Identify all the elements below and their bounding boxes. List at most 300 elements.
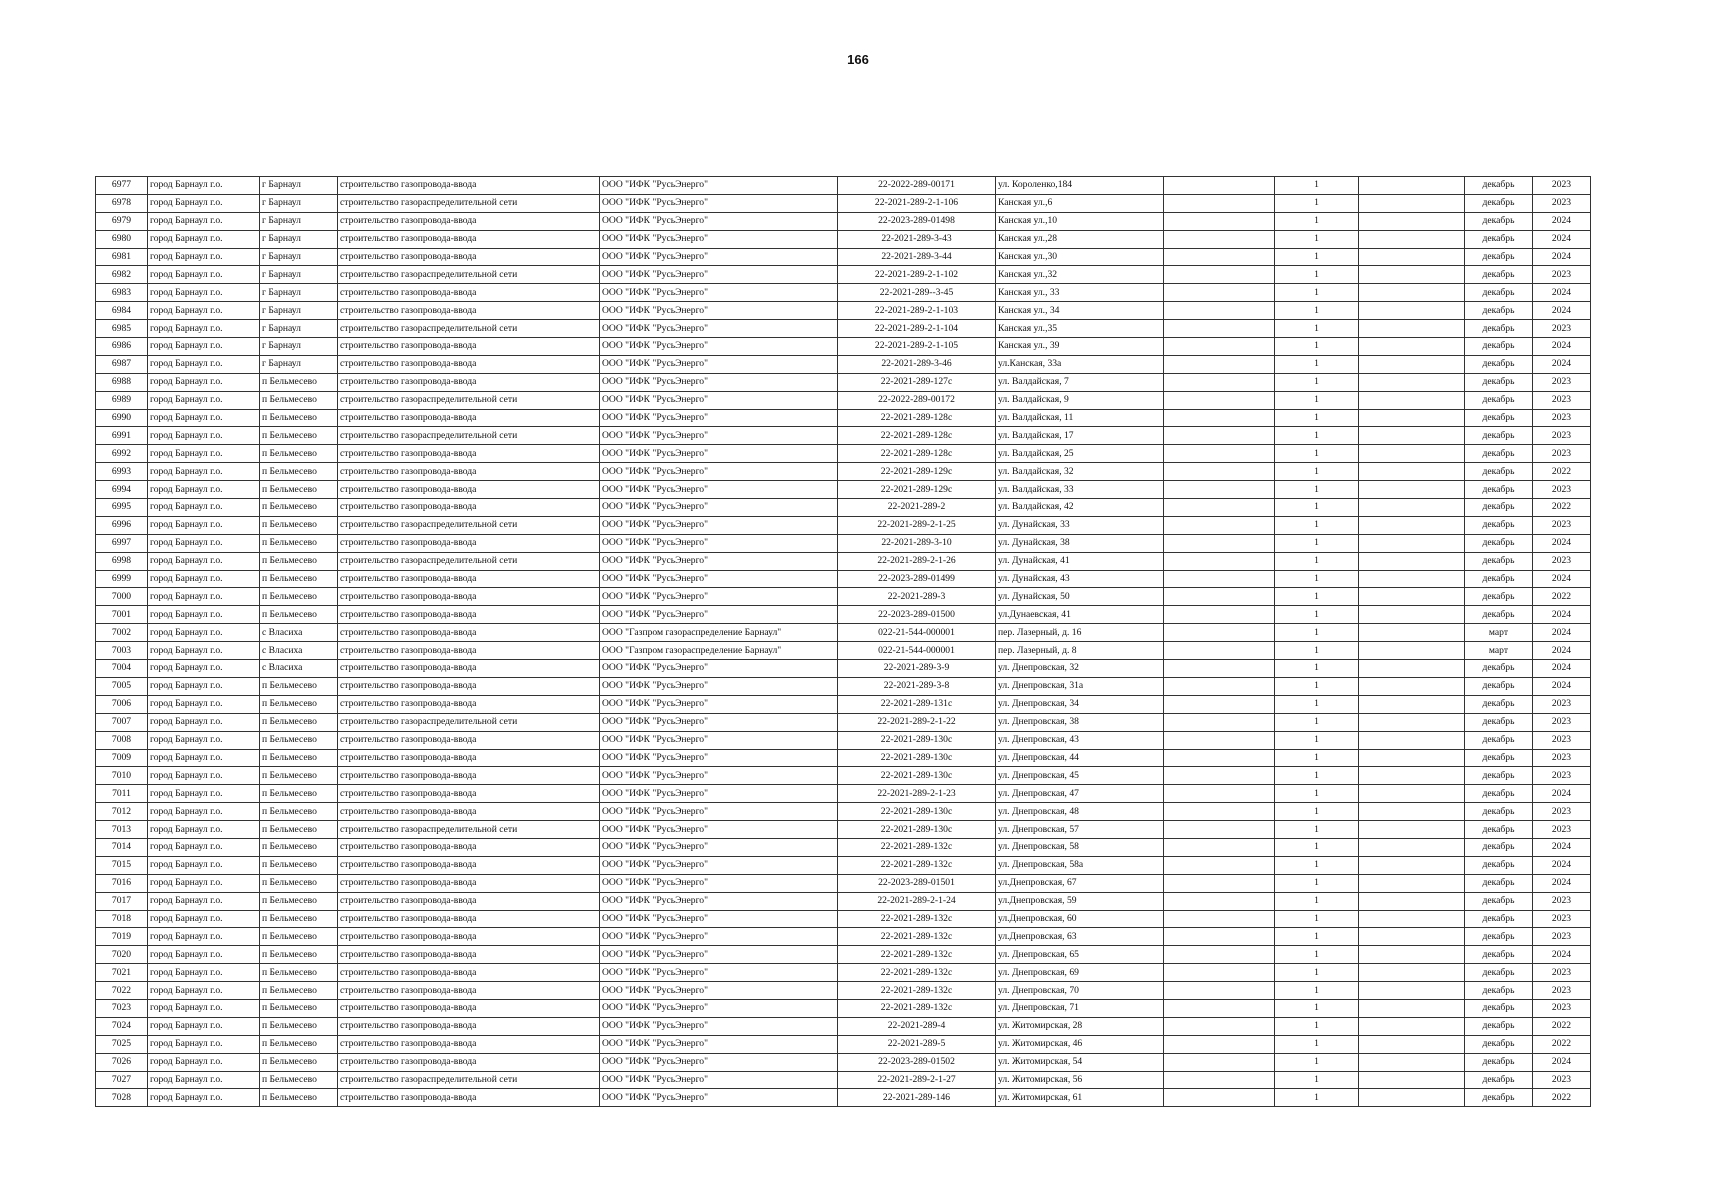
organization: ООО "ИФК "РусьЭнерго" xyxy=(600,785,838,803)
organization: ООО "ИФК "РусьЭнерго" xyxy=(600,284,838,302)
work-type: строительство газопровода-ввода xyxy=(338,910,600,928)
quantity: 1 xyxy=(1275,338,1359,356)
quantity: 1 xyxy=(1275,481,1359,499)
empty-cell xyxy=(1164,856,1275,874)
application-id: 22-2021-289-3-9 xyxy=(838,660,996,678)
empty-cell xyxy=(1164,1089,1275,1107)
month: декабрь xyxy=(1465,1071,1533,1089)
organization: ООО "ИФК "РусьЭнерго" xyxy=(600,713,838,731)
organization: ООО "ИФК "РусьЭнерго" xyxy=(600,320,838,338)
empty-cell xyxy=(1359,194,1465,212)
organization: ООО "Газпром газораспределение Барнаул" xyxy=(600,642,838,660)
quantity: 1 xyxy=(1275,445,1359,463)
municipality: город Барнаул г.о. xyxy=(148,338,260,356)
municipality: город Барнаул г.о. xyxy=(148,409,260,427)
address: ул. Дунайская, 43 xyxy=(996,570,1164,588)
application-id: 22-2021-289-129с xyxy=(838,463,996,481)
quantity: 1 xyxy=(1275,427,1359,445)
organization: ООО "ИФК "РусьЭнерго" xyxy=(600,1053,838,1071)
work-type: строительство газораспределительной сети xyxy=(338,552,600,570)
year: 2023 xyxy=(1533,767,1591,785)
empty-cell xyxy=(1359,534,1465,552)
municipality: город Барнаул г.о. xyxy=(148,320,260,338)
work-type: строительство газопровода-ввода xyxy=(338,534,600,552)
municipality: город Барнаул г.о. xyxy=(148,767,260,785)
settlement: г Барнаул xyxy=(260,284,338,302)
empty-cell xyxy=(1359,892,1465,910)
address: Канская ул.,32 xyxy=(996,266,1164,284)
work-type: строительство газораспределительной сети xyxy=(338,1071,600,1089)
address: ул. Валдайская, 32 xyxy=(996,463,1164,481)
row-number: 7019 xyxy=(96,928,148,946)
year: 2023 xyxy=(1533,731,1591,749)
row-number: 6988 xyxy=(96,373,148,391)
empty-cell xyxy=(1164,660,1275,678)
month: декабрь xyxy=(1465,1017,1533,1035)
application-id: 22-2022-289-00171 xyxy=(838,177,996,195)
row-number: 7018 xyxy=(96,910,148,928)
address: пер. Лазерный, д. 16 xyxy=(996,624,1164,642)
municipality: город Барнаул г.о. xyxy=(148,516,260,534)
address: Канская ул.,35 xyxy=(996,320,1164,338)
settlement: п Бельмесево xyxy=(260,874,338,892)
organization: ООО "ИФК "РусьЭнерго" xyxy=(600,767,838,785)
municipality: город Барнаул г.о. xyxy=(148,910,260,928)
application-id: 22-2023-289-01502 xyxy=(838,1053,996,1071)
application-id: 22-2021-289-2-1-22 xyxy=(838,713,996,731)
table-row xyxy=(96,320,1591,338)
row-number: 7012 xyxy=(96,803,148,821)
application-id: 22-2023-289-01499 xyxy=(838,570,996,588)
empty-cell xyxy=(1359,320,1465,338)
table-row xyxy=(96,642,1591,660)
work-type: строительство газопровода-ввода xyxy=(338,338,600,356)
address: ул.Днепровская, 60 xyxy=(996,910,1164,928)
municipality: город Барнаул г.о. xyxy=(148,785,260,803)
quantity: 1 xyxy=(1275,1071,1359,1089)
municipality: город Барнаул г.о. xyxy=(148,1071,260,1089)
address: Канская ул., 33 xyxy=(996,284,1164,302)
empty-cell xyxy=(1359,749,1465,767)
application-id: 22-2021-289--3-45 xyxy=(838,284,996,302)
empty-cell xyxy=(1164,463,1275,481)
table-row xyxy=(96,660,1591,678)
work-type: строительство газораспределительной сети xyxy=(338,516,600,534)
application-id: 22-2021-289-132с xyxy=(838,838,996,856)
empty-cell xyxy=(1359,677,1465,695)
municipality: город Барнаул г.о. xyxy=(148,355,260,373)
month: декабрь xyxy=(1465,928,1533,946)
year: 2023 xyxy=(1533,320,1591,338)
row-number: 6992 xyxy=(96,445,148,463)
empty-cell xyxy=(1359,499,1465,517)
application-id: 22-2021-289-130с xyxy=(838,731,996,749)
row-number: 6980 xyxy=(96,230,148,248)
empty-cell xyxy=(1359,481,1465,499)
municipality: город Барнаул г.о. xyxy=(148,606,260,624)
empty-cell xyxy=(1164,677,1275,695)
address: ул. Днепровская, 45 xyxy=(996,767,1164,785)
application-id: 22-2021-289-2-1-105 xyxy=(838,338,996,356)
organization: ООО "ИФК "РусьЭнерго" xyxy=(600,516,838,534)
empty-cell xyxy=(1164,606,1275,624)
empty-cell xyxy=(1359,767,1465,785)
work-type: строительство газопровода-ввода xyxy=(338,677,600,695)
organization: ООО "ИФК "РусьЭнерго" xyxy=(600,946,838,964)
row-number: 7016 xyxy=(96,874,148,892)
settlement: п Бельмесево xyxy=(260,499,338,517)
municipality: город Барнаул г.о. xyxy=(148,946,260,964)
empty-cell xyxy=(1164,928,1275,946)
quantity: 1 xyxy=(1275,391,1359,409)
table-row xyxy=(96,946,1591,964)
municipality: город Барнаул г.о. xyxy=(148,695,260,713)
empty-cell xyxy=(1359,516,1465,534)
table-row xyxy=(96,892,1591,910)
work-type: строительство газопровода-ввода xyxy=(338,892,600,910)
empty-cell xyxy=(1359,177,1465,195)
year: 2024 xyxy=(1533,624,1591,642)
month: декабрь xyxy=(1465,874,1533,892)
work-type: строительство газопровода-ввода xyxy=(338,624,600,642)
municipality: город Барнаул г.о. xyxy=(148,749,260,767)
year: 2024 xyxy=(1533,642,1591,660)
empty-cell xyxy=(1359,248,1465,266)
table-row xyxy=(96,570,1591,588)
empty-cell xyxy=(1359,445,1465,463)
organization: ООО "ИФК "РусьЭнерго" xyxy=(600,248,838,266)
row-number: 7009 xyxy=(96,749,148,767)
empty-cell xyxy=(1164,427,1275,445)
empty-cell xyxy=(1164,1035,1275,1053)
year: 2024 xyxy=(1533,946,1591,964)
application-id: 22-2021-289-2-1-106 xyxy=(838,194,996,212)
address: ул. Валдайская, 17 xyxy=(996,427,1164,445)
month: декабрь xyxy=(1465,767,1533,785)
municipality: город Барнаул г.о. xyxy=(148,266,260,284)
empty-cell xyxy=(1164,534,1275,552)
settlement: п Бельмесево xyxy=(260,892,338,910)
row-number: 6999 xyxy=(96,570,148,588)
municipality: город Барнаул г.о. xyxy=(148,982,260,1000)
application-id: 22-2021-289-2-1-23 xyxy=(838,785,996,803)
empty-cell xyxy=(1359,266,1465,284)
month: декабрь xyxy=(1465,1035,1533,1053)
row-number: 6981 xyxy=(96,248,148,266)
address: Канская ул., 39 xyxy=(996,338,1164,356)
quantity: 1 xyxy=(1275,588,1359,606)
work-type: строительство газопровода-ввода xyxy=(338,928,600,946)
row-number: 7005 xyxy=(96,677,148,695)
application-id: 22-2021-289-2-1-27 xyxy=(838,1071,996,1089)
year: 2024 xyxy=(1533,660,1591,678)
empty-cell xyxy=(1164,445,1275,463)
year: 2023 xyxy=(1533,266,1591,284)
row-number: 6997 xyxy=(96,534,148,552)
empty-cell xyxy=(1359,785,1465,803)
month: декабрь xyxy=(1465,946,1533,964)
month: декабрь xyxy=(1465,338,1533,356)
empty-cell xyxy=(1164,320,1275,338)
application-id: 22-2021-289-2-1-25 xyxy=(838,516,996,534)
quantity: 1 xyxy=(1275,767,1359,785)
empty-cell xyxy=(1164,982,1275,1000)
organization: ООО "ИФК "РусьЭнерго" xyxy=(600,964,838,982)
address: ул.Днепровская, 67 xyxy=(996,874,1164,892)
address: ул.Днепровская, 59 xyxy=(996,892,1164,910)
table-row xyxy=(96,767,1591,785)
month: декабрь xyxy=(1465,606,1533,624)
municipality: город Барнаул г.о. xyxy=(148,212,260,230)
settlement: п Бельмесево xyxy=(260,534,338,552)
work-type: строительство газораспределительной сети xyxy=(338,427,600,445)
month: декабрь xyxy=(1465,481,1533,499)
empty-cell xyxy=(1164,338,1275,356)
work-type: строительство газопровода-ввода xyxy=(338,982,600,1000)
application-id: 22-2021-289-130с xyxy=(838,749,996,767)
row-number: 7024 xyxy=(96,1017,148,1035)
settlement: п Бельмесево xyxy=(260,409,338,427)
organization: ООО "ИФК "РусьЭнерго" xyxy=(600,1035,838,1053)
work-type: строительство газопровода-ввода xyxy=(338,409,600,427)
table-row xyxy=(96,481,1591,499)
month: декабрь xyxy=(1465,302,1533,320)
empty-cell xyxy=(1359,642,1465,660)
settlement: с Власиха xyxy=(260,624,338,642)
empty-cell xyxy=(1359,910,1465,928)
table-row xyxy=(96,982,1591,1000)
empty-cell xyxy=(1359,284,1465,302)
work-type: строительство газопровода-ввода xyxy=(338,248,600,266)
empty-cell xyxy=(1359,1053,1465,1071)
work-type: строительство газопровода-ввода xyxy=(338,660,600,678)
settlement: п Бельмесево xyxy=(260,445,338,463)
quantity: 1 xyxy=(1275,499,1359,517)
quantity: 1 xyxy=(1275,749,1359,767)
application-id: 22-2021-289-132с xyxy=(838,856,996,874)
address: ул. Валдайская, 25 xyxy=(996,445,1164,463)
year: 2024 xyxy=(1533,1053,1591,1071)
table-row xyxy=(96,248,1591,266)
work-type: строительство газопровода-ввода xyxy=(338,230,600,248)
row-number: 7008 xyxy=(96,731,148,749)
month: декабрь xyxy=(1465,660,1533,678)
quantity: 1 xyxy=(1275,516,1359,534)
empty-cell xyxy=(1359,1089,1465,1107)
settlement: г Барнаул xyxy=(260,266,338,284)
settlement: п Бельмесево xyxy=(260,731,338,749)
empty-cell xyxy=(1359,946,1465,964)
address: Канская ул., 34 xyxy=(996,302,1164,320)
table-body xyxy=(96,177,1591,1107)
empty-cell xyxy=(1164,713,1275,731)
table-row xyxy=(96,910,1591,928)
application-id: 22-2023-289-01501 xyxy=(838,874,996,892)
month: декабрь xyxy=(1465,499,1533,517)
empty-cell xyxy=(1359,821,1465,839)
application-id: 22-2021-289-128с xyxy=(838,445,996,463)
address: ул. Днепровская, 70 xyxy=(996,982,1164,1000)
organization: ООО "ИФК "РусьЭнерго" xyxy=(600,552,838,570)
year: 2023 xyxy=(1533,803,1591,821)
row-number: 6984 xyxy=(96,302,148,320)
year: 2023 xyxy=(1533,749,1591,767)
year: 2023 xyxy=(1533,892,1591,910)
row-number: 6986 xyxy=(96,338,148,356)
table-row xyxy=(96,821,1591,839)
municipality: город Барнаул г.о. xyxy=(148,999,260,1017)
empty-cell xyxy=(1359,588,1465,606)
settlement: п Бельмесево xyxy=(260,1071,338,1089)
month: декабрь xyxy=(1465,1089,1533,1107)
month: декабрь xyxy=(1465,445,1533,463)
year: 2023 xyxy=(1533,194,1591,212)
table-row xyxy=(96,1071,1591,1089)
settlement: п Бельмесево xyxy=(260,964,338,982)
quantity: 1 xyxy=(1275,409,1359,427)
quantity: 1 xyxy=(1275,999,1359,1017)
year: 2023 xyxy=(1533,445,1591,463)
empty-cell xyxy=(1164,248,1275,266)
empty-cell xyxy=(1164,516,1275,534)
table-row xyxy=(96,856,1591,874)
settlement: г Барнаул xyxy=(260,230,338,248)
work-type: строительство газопровода-ввода xyxy=(338,445,600,463)
table-row xyxy=(96,373,1591,391)
settlement: п Бельмесево xyxy=(260,946,338,964)
municipality: город Барнаул г.о. xyxy=(148,642,260,660)
municipality: город Барнаул г.о. xyxy=(148,391,260,409)
work-type: строительство газораспределительной сети xyxy=(338,821,600,839)
organization: ООО "ИФК "РусьЭнерго" xyxy=(600,821,838,839)
organization: ООО "ИФК "РусьЭнерго" xyxy=(600,338,838,356)
address: ул. Валдайская, 9 xyxy=(996,391,1164,409)
settlement: г Барнаул xyxy=(260,194,338,212)
work-type: строительство газопровода-ввода xyxy=(338,499,600,517)
year: 2024 xyxy=(1533,230,1591,248)
organization: ООО "ИФК "РусьЭнерго" xyxy=(600,427,838,445)
organization: ООО "ИФК "РусьЭнерго" xyxy=(600,856,838,874)
empty-cell xyxy=(1164,552,1275,570)
year: 2022 xyxy=(1533,499,1591,517)
empty-cell xyxy=(1359,302,1465,320)
table-row xyxy=(96,552,1591,570)
settlement: п Бельмесево xyxy=(260,856,338,874)
quantity: 1 xyxy=(1275,695,1359,713)
empty-cell xyxy=(1359,409,1465,427)
year: 2023 xyxy=(1533,373,1591,391)
address: ул. Днепровская, 69 xyxy=(996,964,1164,982)
quantity: 1 xyxy=(1275,606,1359,624)
work-type: строительство газопровода-ввода xyxy=(338,803,600,821)
application-id: 22-2021-289-3-43 xyxy=(838,230,996,248)
quantity: 1 xyxy=(1275,910,1359,928)
application-id: 022-21-544-000001 xyxy=(838,624,996,642)
application-id: 22-2021-289-129с xyxy=(838,481,996,499)
settlement: п Бельмесево xyxy=(260,481,338,499)
year: 2023 xyxy=(1533,552,1591,570)
empty-cell xyxy=(1164,1071,1275,1089)
empty-cell xyxy=(1164,749,1275,767)
row-number: 7015 xyxy=(96,856,148,874)
quantity: 1 xyxy=(1275,248,1359,266)
year: 2024 xyxy=(1533,570,1591,588)
row-number: 7021 xyxy=(96,964,148,982)
month: декабрь xyxy=(1465,320,1533,338)
application-id: 22-2021-289-3-10 xyxy=(838,534,996,552)
application-id: 22-2021-289-132с xyxy=(838,910,996,928)
empty-cell xyxy=(1164,230,1275,248)
table-row xyxy=(96,212,1591,230)
empty-cell xyxy=(1359,928,1465,946)
organization: ООО "ИФК "РусьЭнерго" xyxy=(600,677,838,695)
row-number: 6991 xyxy=(96,427,148,445)
quantity: 1 xyxy=(1275,194,1359,212)
address: ул. Дунайская, 41 xyxy=(996,552,1164,570)
quantity: 1 xyxy=(1275,892,1359,910)
table-row xyxy=(96,874,1591,892)
month: декабрь xyxy=(1465,391,1533,409)
quantity: 1 xyxy=(1275,230,1359,248)
organization: ООО "Газпром газораспределение Барнаул" xyxy=(600,624,838,642)
address: ул. Валдайская, 33 xyxy=(996,481,1164,499)
quantity: 1 xyxy=(1275,856,1359,874)
row-number: 6987 xyxy=(96,355,148,373)
year: 2024 xyxy=(1533,284,1591,302)
municipality: город Барнаул г.о. xyxy=(148,427,260,445)
quantity: 1 xyxy=(1275,642,1359,660)
quantity: 1 xyxy=(1275,964,1359,982)
year: 2024 xyxy=(1533,838,1591,856)
empty-cell xyxy=(1359,874,1465,892)
month: декабрь xyxy=(1465,856,1533,874)
organization: ООО "ИФК "РусьЭнерго" xyxy=(600,373,838,391)
table-row xyxy=(96,731,1591,749)
settlement: п Бельмесево xyxy=(260,606,338,624)
application-id: 22-2021-289-128с xyxy=(838,427,996,445)
organization: ООО "ИФК "РусьЭнерго" xyxy=(600,230,838,248)
row-number: 6985 xyxy=(96,320,148,338)
quantity: 1 xyxy=(1275,266,1359,284)
settlement: п Бельмесево xyxy=(260,928,338,946)
row-number: 6990 xyxy=(96,409,148,427)
year: 2023 xyxy=(1533,982,1591,1000)
address: Канская ул.,10 xyxy=(996,212,1164,230)
table-row xyxy=(96,391,1591,409)
settlement: г Барнаул xyxy=(260,212,338,230)
application-id: 22-2021-289-128с xyxy=(838,409,996,427)
municipality: город Барнаул г.о. xyxy=(148,1017,260,1035)
row-number: 7020 xyxy=(96,946,148,964)
settlement: п Бельмесево xyxy=(260,767,338,785)
month: декабрь xyxy=(1465,463,1533,481)
empty-cell xyxy=(1164,212,1275,230)
month: декабрь xyxy=(1465,588,1533,606)
row-number: 7026 xyxy=(96,1053,148,1071)
empty-cell xyxy=(1359,838,1465,856)
empty-cell xyxy=(1164,355,1275,373)
row-number: 7022 xyxy=(96,982,148,1000)
quantity: 1 xyxy=(1275,373,1359,391)
address: ул. Житомирская, 61 xyxy=(996,1089,1164,1107)
row-number: 6979 xyxy=(96,212,148,230)
work-type: строительство газопровода-ввода xyxy=(338,964,600,982)
table-row xyxy=(96,177,1591,195)
month: декабрь xyxy=(1465,284,1533,302)
work-type: строительство газопровода-ввода xyxy=(338,1017,600,1035)
organization: ООО "ИФК "РусьЭнерго" xyxy=(600,892,838,910)
table-row xyxy=(96,355,1591,373)
